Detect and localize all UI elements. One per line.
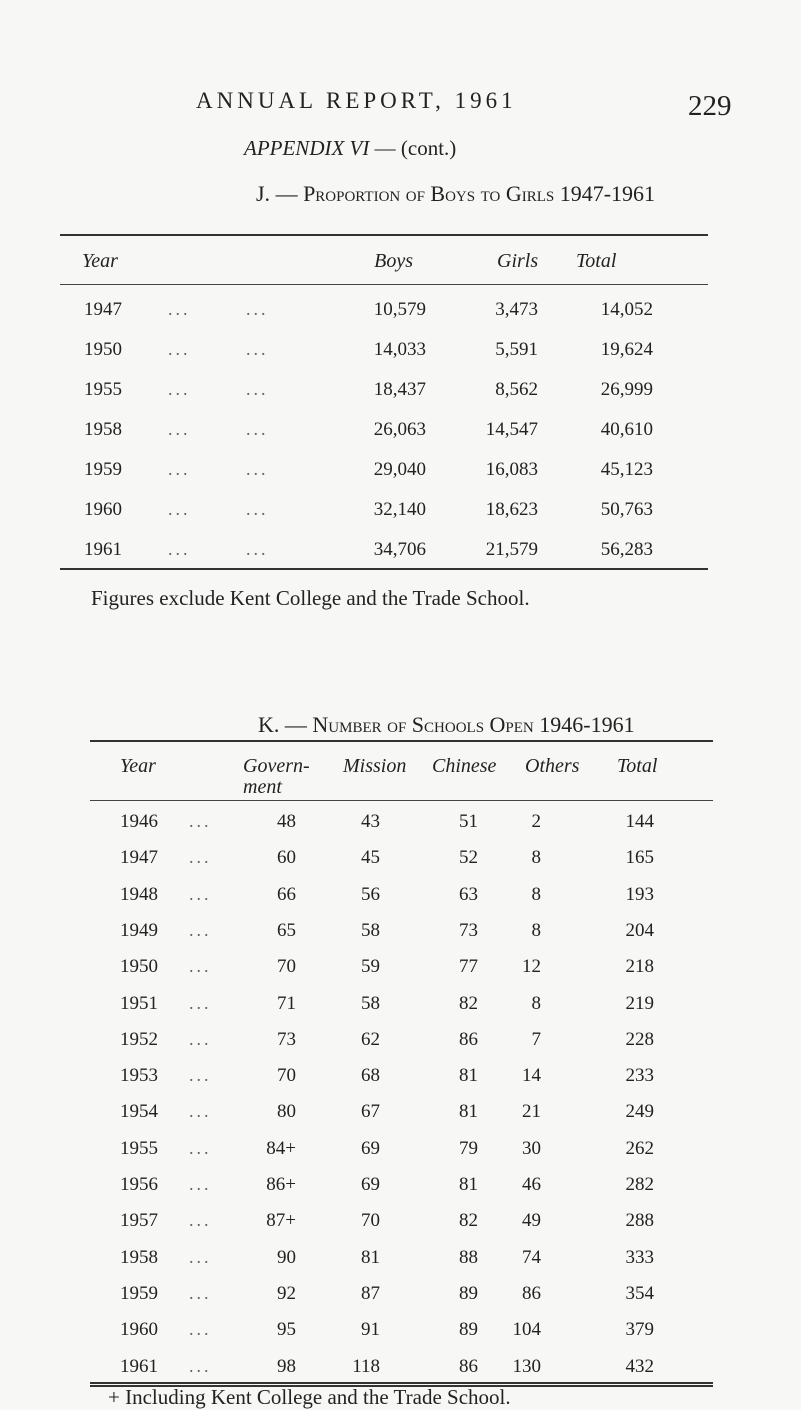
table-j-cell: 14,033 [373,339,426,360]
table-k-cell: 91 [361,1319,380,1341]
table-k-cell: 249 [625,1101,654,1123]
table-j-header-total: Total [576,250,617,272]
table-k-cell: 379 [625,1319,654,1341]
table-k-cell: 204 [625,919,654,941]
table-k-cell: 45 [361,847,380,869]
leader-dots: ... [189,883,212,904]
table-k-year: 1960 [120,1319,158,1341]
table-k-cell: 79 [459,1137,478,1159]
table-k-title [258,712,635,738]
table-k-cell: 73 [459,919,478,941]
table-k-cell: 82 [459,992,478,1014]
table-k-cell: 333 [625,1246,654,1268]
table-k-cell: 228 [625,1028,654,1050]
page-number: 229 [688,90,732,122]
leader-dots: ... [168,459,191,479]
table-k-cell: 218 [625,956,654,978]
table-k-cell: 49 [522,1210,541,1232]
table-k-cell: 70 [277,1065,296,1087]
table-k-cell: 95 [277,1319,296,1341]
table-j-cell: 10,579 [373,299,426,320]
table-j-cell: 5,591 [495,339,538,360]
table-k-cell: 30 [522,1137,541,1159]
table-j-year: 1955 [84,379,122,400]
table-k-cell: 48 [277,811,296,832]
leader-dots: ... [189,1174,212,1194]
table-k-cell: 7 [531,1028,541,1050]
leader-dots: ... [189,1282,212,1303]
table-j-footnote: Figures exclude Kent College and the Trade School. [91,586,530,610]
table-j-cell: 14,547 [485,419,538,440]
leader-dots: ... [246,299,269,319]
table-k-year: 1950 [120,956,158,978]
table-k-cell: 66 [277,883,296,905]
table-j-year: 1960 [84,499,122,520]
table-k-cell: 89 [459,1282,478,1304]
table-k-cell: 74 [522,1246,541,1268]
table-k-cell: 43 [361,811,380,832]
table-k-cell: 56 [361,883,380,905]
table-j-cell: 50,763 [600,499,653,520]
table-j-cell: 14,052 [600,299,653,320]
table-k-header-total: Total [617,755,658,777]
running-header: ANNUAL REPORT, 1961 [196,88,517,113]
table-k-cell: 165 [625,847,654,869]
table-k-cell: 63 [459,883,478,905]
table-k-cell: 81 [459,1065,478,1087]
appendix-title-italic: APPENDIX VI [244,136,370,160]
table-k-cell: 87+ [266,1210,296,1232]
leader-dots: ... [168,539,191,559]
table-k-year: 1956 [120,1174,158,1195]
table-j-cell: 45,123 [600,459,653,480]
leader-dots: ... [168,379,191,399]
table-k-cell: 354 [625,1282,654,1304]
table-j-cell: 21,579 [485,539,538,560]
table-k-cell: 60 [277,847,296,869]
table-k-year: 1961 [120,1355,158,1377]
table-k-cell: 77 [459,956,478,978]
table-k-cell: 88 [459,1246,478,1268]
table-k-cell: 90 [277,1246,296,1268]
table-k-cell: 2 [531,811,541,832]
table-k-cell: 130 [512,1355,541,1377]
table-k-cell: 21 [522,1101,541,1123]
table-k-cell: 86+ [266,1174,296,1195]
leader-dots: ... [189,847,212,868]
table-k-header-year: Year [120,755,156,777]
table-j-header-rule [60,284,708,285]
table-k-cell: 8 [531,992,541,1014]
table-j-cell: 18,437 [373,379,426,400]
table-j-cell: 16,083 [485,459,538,480]
table-k-footnote: + Including Kent College and the Trade School. [108,1385,511,1409]
table-k-cell: 193 [625,883,654,905]
leader-dots: ... [189,919,212,940]
leader-dots: ... [168,299,191,319]
leader-dots: ... [189,1246,212,1267]
table-j-cell: 8,562 [495,379,538,400]
table-k-cell: 58 [361,919,380,941]
table-k-cell: 282 [625,1174,654,1195]
table-k-year: 1953 [120,1065,158,1087]
table-k-cell: 58 [361,992,380,1014]
table-k-cell: 288 [625,1210,654,1232]
table-k-cell: 8 [531,883,541,905]
table-j-cell: 40,610 [600,419,653,440]
table-k-cell: 82 [459,1210,478,1232]
leader-dots: ... [189,811,212,831]
leader-dots: ... [189,1210,212,1231]
leader-dots: ... [189,1355,212,1376]
table-k-cell: 80 [277,1101,296,1123]
table-k-cell: 65 [277,919,296,941]
table-k-cell: 62 [361,1028,380,1050]
leader-dots: ... [246,499,269,519]
table-k-cell: 81 [459,1101,478,1123]
table-k-year: 1951 [120,992,158,1014]
leader-dots: ... [246,419,269,439]
table-k-header-rule [90,800,713,801]
table-k-cell: 12 [522,956,541,978]
table-j-header-boys: Boys [374,250,413,272]
table-j-year: 1947 [84,299,122,320]
leader-dots: ... [168,339,191,359]
table-k-cell: 69 [361,1137,380,1159]
appendix-title-rest: — (cont.) [369,136,457,160]
table-k-cell: 92 [277,1282,296,1304]
table-k-cell: 144 [625,811,654,832]
table-k-year: 1947 [120,847,158,869]
table-j-cell: 26,063 [373,419,426,440]
table-k-cell: 262 [625,1137,654,1159]
table-k-bottom-rule [90,1382,713,1384]
table-j-header-girls: Girls [497,250,539,272]
table-j-year: 1959 [84,459,122,480]
table-j-cell: 19,624 [600,339,653,360]
table-k-cell: 68 [361,1065,380,1087]
table-j-year: 1961 [84,539,122,560]
table-k-cell: 86 [459,1028,478,1050]
table-k-cell: 70 [361,1210,380,1232]
table-k-header-others: Others [525,755,580,777]
table-k-cell: 86 [522,1282,541,1304]
appendix-title [244,136,456,161]
table-j-cell: 29,040 [373,459,426,480]
table-k-cell: 8 [531,847,541,869]
table-j-cell: 26,999 [600,379,653,400]
leader-dots: ... [246,539,269,559]
table-k-header-chinese: Chinese [432,755,497,777]
table-k-year: 1952 [120,1028,158,1050]
table-k-cell: 89 [459,1319,478,1341]
table-k-cell: 432 [625,1355,654,1377]
table-k-year: 1958 [120,1246,158,1268]
table-k-cell: 84+ [266,1137,296,1159]
leader-dots: ... [189,1101,212,1122]
leader-dots: ... [168,419,191,439]
table-j-title [256,181,655,207]
table-k-year: 1957 [120,1210,158,1232]
table-j-top-rule [60,234,708,236]
leader-dots: ... [189,992,212,1013]
table-k-cell: 8 [531,919,541,941]
table-k-cell: 219 [625,992,654,1014]
table-j-header-year: Year [82,250,118,272]
leader-dots: ... [189,1137,212,1158]
table-k-title-text: — Number of Schools Open 1946-1961 [279,712,635,737]
table-j-bottom-rule [60,568,708,570]
table-k-year: 1955 [120,1137,158,1159]
table-k-header-government: Govern- ment [243,755,310,798]
table-k-cell: 98 [277,1355,296,1377]
table-k-cell: 70 [277,956,296,978]
table-k-cell: 233 [625,1065,654,1087]
leader-dots: ... [246,379,269,399]
table-j-cell: 32,140 [373,499,426,520]
leader-dots: ... [189,1319,212,1340]
table-j-cell: 34,706 [373,539,426,560]
table-k-cell: 52 [459,847,478,869]
table-k-cell: 87 [361,1282,380,1304]
leader-dots: ... [189,1065,212,1086]
table-k-cell: 118 [352,1355,380,1377]
leader-dots: ... [246,339,269,359]
table-k-year: 1954 [120,1101,158,1123]
table-k-year: 1959 [120,1282,158,1304]
table-k-year: 1949 [120,919,158,941]
table-j-cell: 56,283 [600,539,653,560]
leader-dots: ... [189,1028,212,1049]
table-j-cell: 3,473 [495,299,538,320]
table-j-year: 1950 [84,339,122,360]
table-k-cell: 46 [522,1174,541,1195]
table-j-letter: J. [256,181,271,206]
table-j-cell: 18,623 [485,499,538,520]
table-k-cell: 59 [361,956,380,978]
table-k-cell: 81 [361,1246,380,1268]
leader-dots: ... [168,499,191,519]
table-k-cell: 51 [459,811,478,832]
table-k-year: 1948 [120,883,158,905]
table-k-cell: 67 [361,1101,380,1123]
table-k-year: 1946 [120,811,158,832]
table-k-cell: 73 [277,1028,296,1050]
leader-dots: ... [189,956,212,977]
table-k-letter: K. [258,712,280,737]
table-k-cell: 104 [512,1319,541,1341]
table-k-cell: 69 [361,1174,380,1195]
table-k-cell: 86 [459,1355,478,1377]
leader-dots: ... [246,459,269,479]
table-k-header-mission: Mission [343,755,407,777]
table-k-cell: 71 [277,992,296,1014]
table-j-title-text: — Proportion of Boys to Girls 1947-1961 [270,181,656,206]
table-k-cell: 14 [522,1065,541,1087]
table-j-year: 1958 [84,419,122,440]
table-k-cell: 81 [459,1174,478,1195]
table-k-top-rule [90,740,713,742]
